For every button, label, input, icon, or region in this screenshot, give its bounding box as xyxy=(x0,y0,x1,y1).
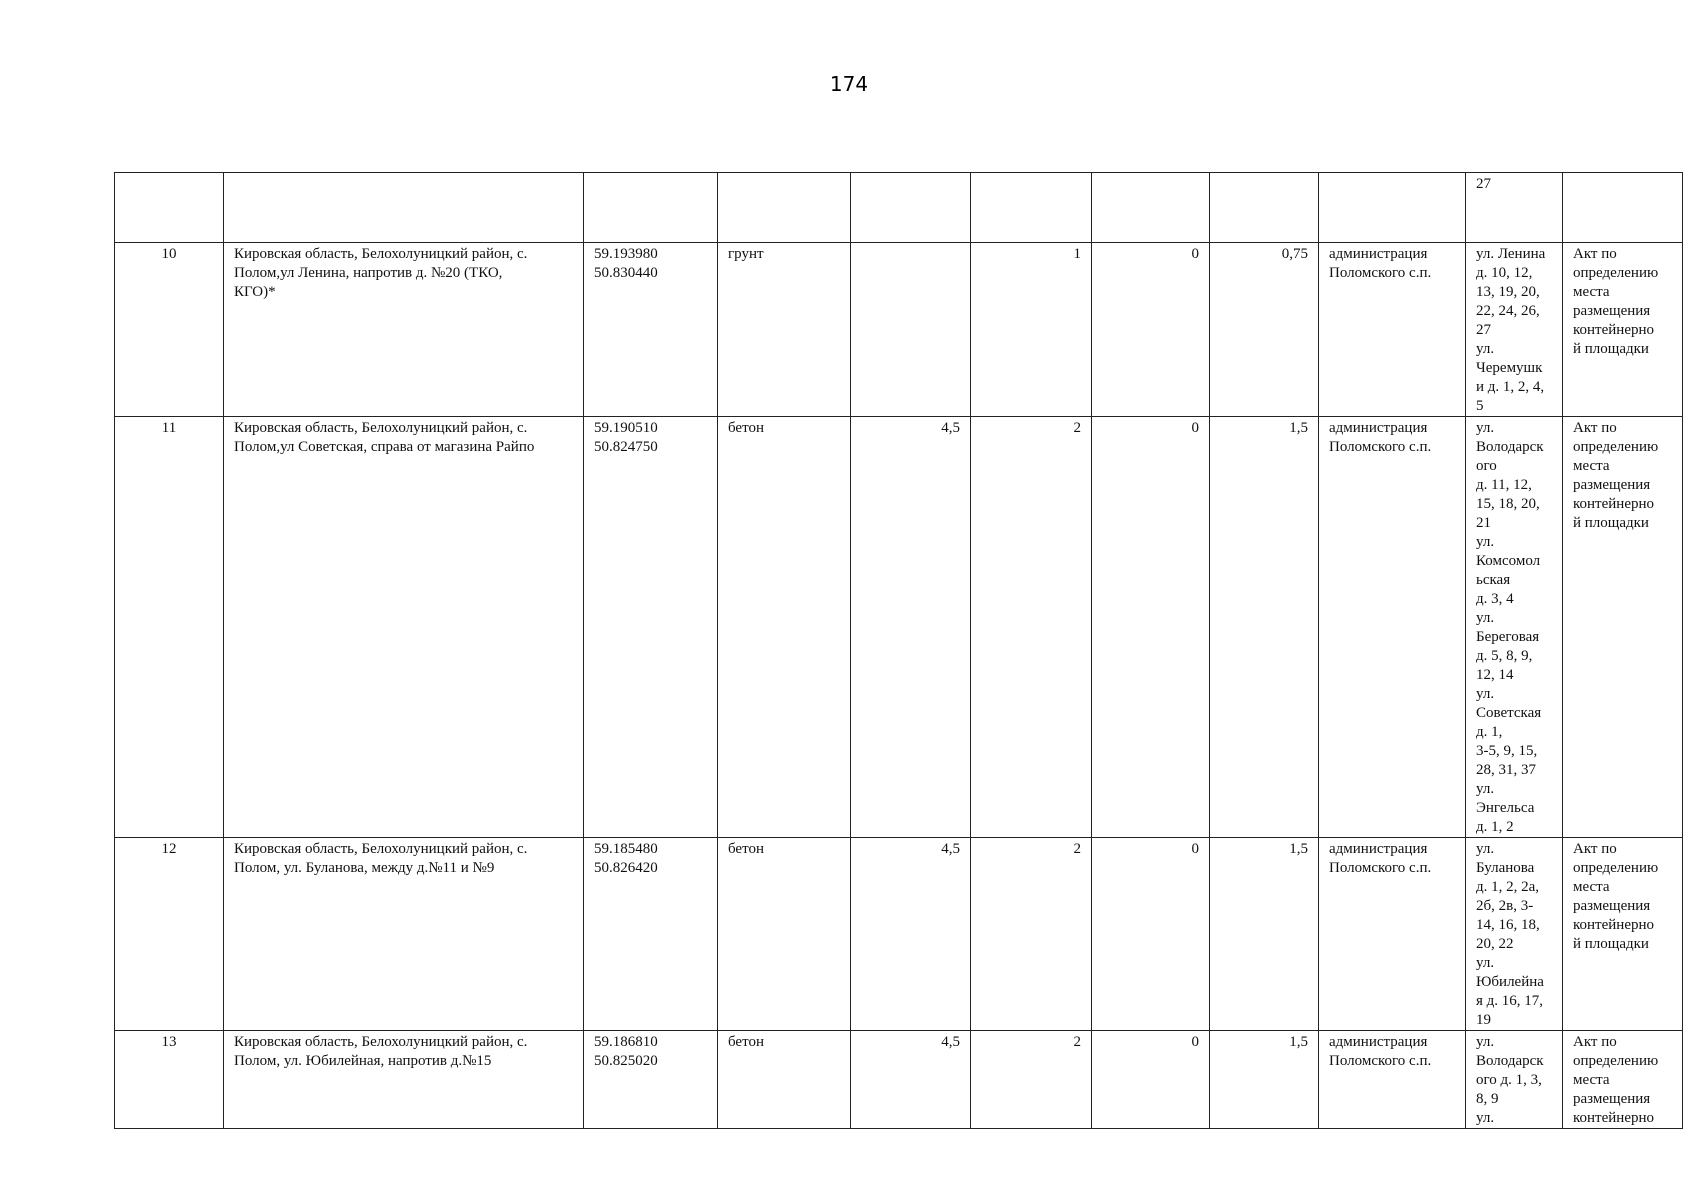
cell-address: Кировская область, Белохолуницкий район, с. Полом, ул. Юбилейная, напротив д.№15 xyxy=(224,1031,584,1129)
cell-volume xyxy=(1210,173,1319,243)
cell-containers: 1 xyxy=(971,243,1092,417)
cell-owner: администрация Поломского с.п. xyxy=(1319,838,1466,1031)
cell-owner: администрация Поломского с.п. xyxy=(1319,243,1466,417)
cell-no xyxy=(115,173,224,243)
cell-containers: 2 xyxy=(971,1031,1092,1129)
page-number: 174 xyxy=(829,72,869,96)
cell-coords: 59.190510 50.824750 xyxy=(584,417,718,838)
cell-surface: бетон xyxy=(718,417,851,838)
cell-volume: 1,5 xyxy=(1210,1031,1319,1129)
container-sites-table xyxy=(114,172,1683,1129)
cell-surface xyxy=(718,173,851,243)
cell-area: 4,5 xyxy=(851,417,971,838)
cell-coords: 59.185480 50.826420 xyxy=(584,838,718,1031)
cell-planned xyxy=(1092,173,1210,243)
cell-volume: 1,5 xyxy=(1210,417,1319,838)
cell-doc: Акт по определению места размещения контейнерно й площадки xyxy=(1563,838,1683,1031)
table-row xyxy=(115,1031,1683,1129)
cell-volume: 0,75 xyxy=(1210,243,1319,417)
cell-address: Кировская область, Белохолуницкий район, с. Полом,ул Советская, справа от магазина Райпо xyxy=(224,417,584,838)
cell-containers: 2 xyxy=(971,417,1092,838)
cell-area xyxy=(851,243,971,417)
cell-owner: администрация Поломского с.п. xyxy=(1319,417,1466,838)
table-row xyxy=(115,417,1683,838)
cell-coords: 59.193980 50.830440 xyxy=(584,243,718,417)
cell-area xyxy=(851,173,971,243)
table-row xyxy=(115,838,1683,1031)
cell-coords: 59.186810 50.825020 xyxy=(584,1031,718,1129)
cell-planned: 0 xyxy=(1092,1031,1210,1129)
table-row-continuation xyxy=(115,173,1683,243)
cell-doc: Акт по определению места размещения контейнерно й площадки xyxy=(1563,243,1683,417)
cell-no: 12 xyxy=(115,838,224,1031)
cell-no: 13 xyxy=(115,1031,224,1129)
cell-streets: ул. Буланова д. 1, 2, 2а, 2б, 2в, 3- 14, 16, 18, 20, 22 ул. Юбилейна я д. 16, 17, 19 xyxy=(1466,838,1563,1031)
table-row xyxy=(115,243,1683,417)
cell-no: 11 xyxy=(115,417,224,838)
cell-volume: 1,5 xyxy=(1210,838,1319,1031)
cell-planned: 0 xyxy=(1092,417,1210,838)
cell-surface: грунт xyxy=(718,243,851,417)
cell-doc xyxy=(1563,173,1683,243)
cell-area: 4,5 xyxy=(851,1031,971,1129)
cell-containers: 2 xyxy=(971,838,1092,1031)
cell-address: Кировская область, Белохолуницкий район, с. Полом,ул Ленина, напротив д. №20 (ТКО, КГО)* xyxy=(224,243,584,417)
cell-doc: Акт по определению места размещения контейнерно й площадки xyxy=(1563,417,1683,838)
cell-streets: ул. Володарск ого д. 11, 12, 15, 18, 20, 21 ул. Комсомол ьская д. 3, 4 ул. Береговая д. 5, 8, 9, 12, 14 ул. Советская д. 1, 3-5, 9, 15, 28, 31, 37 ул. Энгельса д. 1, 2 xyxy=(1466,417,1563,838)
cell-no: 10 xyxy=(115,243,224,417)
cell-planned: 0 xyxy=(1092,243,1210,417)
cell-streets: 27 xyxy=(1466,173,1563,243)
cell-streets: ул. Володарск ого д. 1, 3, 8, 9 ул. xyxy=(1466,1031,1563,1129)
cell-doc: Акт по определению места размещения контейнерно xyxy=(1563,1031,1683,1129)
cell-address xyxy=(224,173,584,243)
cell-area: 4,5 xyxy=(851,838,971,1031)
cell-coords xyxy=(584,173,718,243)
cell-containers xyxy=(971,173,1092,243)
cell-address: Кировская область, Белохолуницкий район, с. Полом, ул. Буланова, между д.№11 и №9 xyxy=(224,838,584,1031)
cell-surface: бетон xyxy=(718,838,851,1031)
cell-surface: бетон xyxy=(718,1031,851,1129)
cell-streets: ул. Ленина д. 10, 12, 13, 19, 20, 22, 24, 26, 27 ул. Черемушк и д. 1, 2, 4, 5 xyxy=(1466,243,1563,417)
cell-owner: администрация Поломского с.п. xyxy=(1319,1031,1466,1129)
cell-owner xyxy=(1319,173,1466,243)
cell-planned: 0 xyxy=(1092,838,1210,1031)
